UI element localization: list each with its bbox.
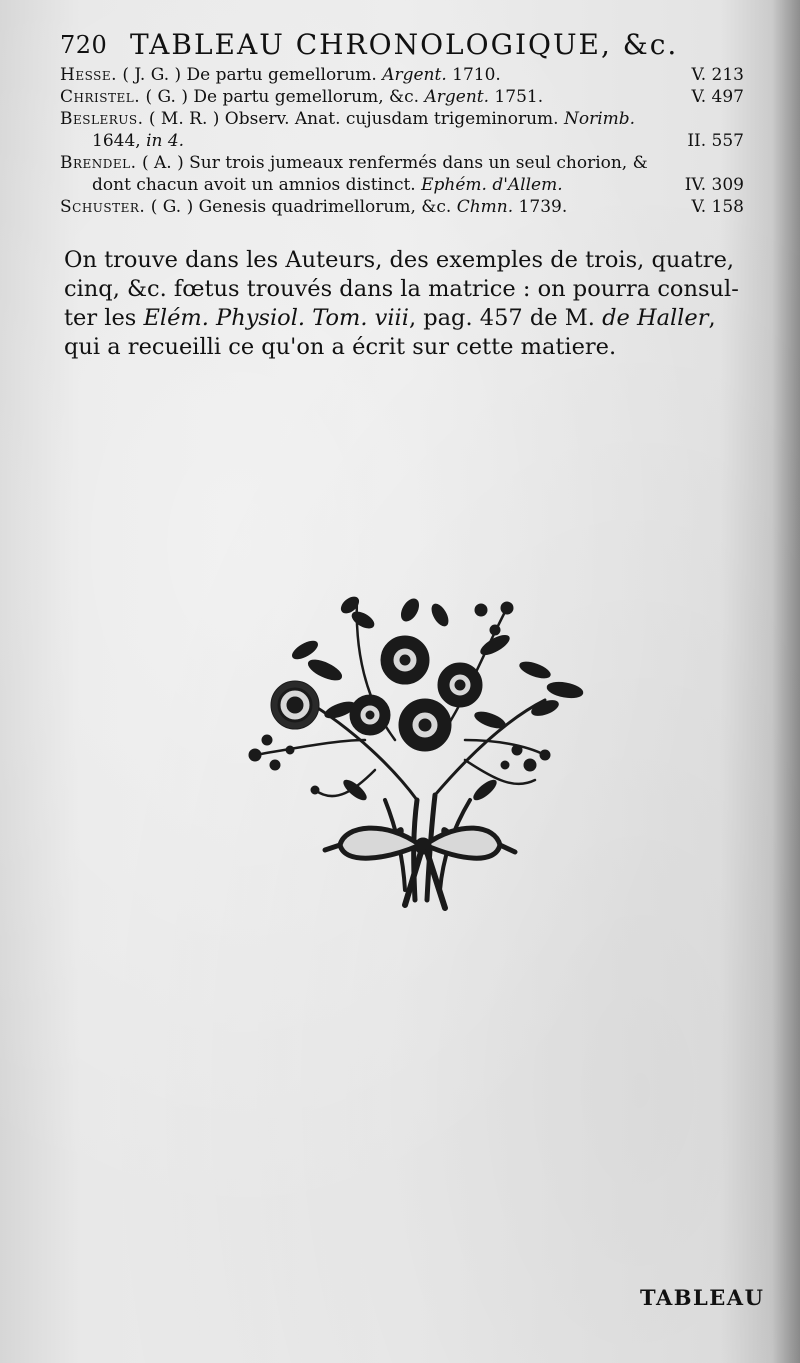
entry-text: ( M. R. ) Observ. Anat. cujusdam trigeminorum. [143, 109, 564, 129]
entry-author: Beslerus. [60, 109, 144, 129]
list-item [60, 174, 750, 196]
list-item [60, 64, 750, 86]
entry-place: Chmn. [456, 197, 514, 217]
entry-author: Hesse. [60, 65, 117, 85]
entry-reference: IV. 309 [684, 175, 744, 195]
entry-year: 1710. [446, 65, 501, 85]
entry-author: Schuster. [60, 197, 146, 217]
entry-author: Brendel. [60, 153, 137, 173]
entry-reference: II. 557 [687, 131, 744, 151]
paragraph-line: On trouve dans les Auteurs, des exemples de trois, quatre, [64, 247, 735, 273]
author-name-italic: de Haller [602, 305, 709, 331]
entry-year: 1751. [489, 87, 544, 107]
paragraph-line [64, 304, 754, 333]
entry-reference: V. 213 [691, 65, 744, 85]
entry-place: Argent. [424, 87, 490, 107]
entry-text: 1644, [92, 131, 147, 151]
entry-place: Argent. [382, 65, 447, 85]
citation-italic: Elém. Physiol. Tom. viii [143, 305, 409, 331]
page-edge-shadow [772, 0, 800, 1363]
entry-text: dont chacun avoit un amnios distinct. [92, 175, 422, 195]
entry-year: 1739. [513, 197, 568, 217]
page-number: 720 [60, 31, 108, 59]
list-item [60, 86, 750, 108]
entry-author: Christel. [60, 87, 141, 107]
list-item [60, 130, 750, 152]
list-item [60, 196, 750, 218]
list-item [60, 152, 750, 174]
entry-text: ( G. ) Genesis quadrimellorum, &c. [145, 197, 457, 217]
paragraph-text: ter les [64, 305, 144, 331]
entry-place: Ephém. d'Allem. [421, 175, 563, 195]
entry-text: ( J. G. ) De partu gemellorum. [116, 65, 383, 85]
catchword: TABLEAU [640, 1285, 765, 1310]
paragraph-line: cinq, &c. fœtus trouvés dans la matrice : on pourra consul- [64, 276, 739, 302]
entry-place: in 4. [146, 131, 185, 151]
paragraph-text: , pag. 457 de M. [408, 305, 603, 331]
entry-place: Norimb. [563, 109, 636, 129]
page-header [60, 28, 750, 68]
paragraph-line: qui a recueilli ce qu'on a écrit sur cette matiere. [64, 334, 617, 360]
bibliography-list [60, 64, 750, 218]
entry-text: ( A. ) Sur trois jumeaux renfermés dans un seul chorion, & [136, 153, 648, 173]
body-paragraph [64, 246, 754, 362]
entry-reference: V. 158 [691, 197, 744, 217]
running-title: TABLEAU CHRONOLOGIQUE, &c. [130, 28, 679, 61]
list-item [60, 108, 750, 130]
entry-reference: V. 497 [691, 87, 744, 107]
floral-bouquet-icon [245, 590, 585, 915]
paragraph-text: , [708, 305, 716, 331]
entry-text: ( G. ) De partu gemellorum, &c. [140, 87, 425, 107]
